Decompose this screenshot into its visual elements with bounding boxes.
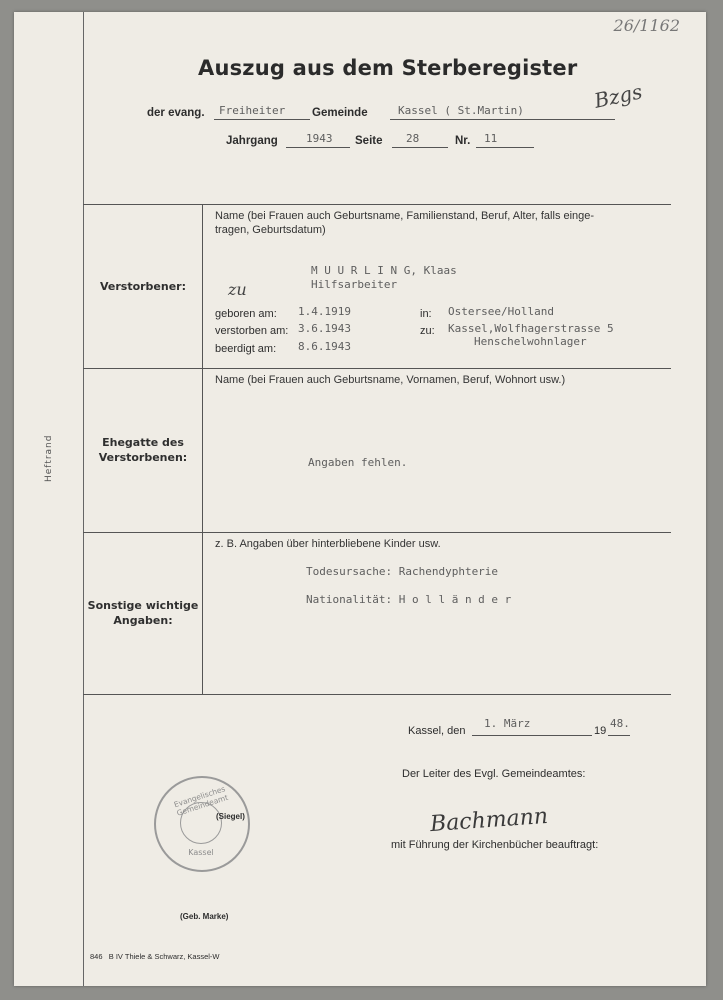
printer-line: 846 B IV Thiele & Schwarz, Kassel-W <box>90 952 220 961</box>
died-place-label: zu: <box>420 325 435 337</box>
buried-label: beerdigt am: <box>215 343 277 355</box>
seal-text-top: Evangelisches Gemeindeamt <box>172 784 230 818</box>
binding-margin-line <box>83 12 84 986</box>
gemeinde-label: Gemeinde <box>312 107 368 119</box>
born-place-label: in: <box>420 308 432 320</box>
gebuehr-label: (Geb. Marke) <box>180 912 229 921</box>
other-label-line2: Angaben: <box>113 614 173 627</box>
seite-label: Seite <box>355 135 383 147</box>
died-place: Kassel,Wolfhagerstrasse 5 <box>448 322 614 335</box>
nr-value: 11 <box>484 132 498 145</box>
other-instruction: z. B. Angaben über hinterbliebene Kinder usw. <box>215 538 441 550</box>
community-type-underline <box>214 119 310 120</box>
died-place-2: Henschelwohnlager <box>474 335 587 348</box>
date-value: 1. März <box>484 717 531 730</box>
spouse-label-line1: Ehegatte des <box>102 436 184 449</box>
nr-label: Nr. <box>455 135 471 147</box>
seal-text-bottom: Kassel <box>188 848 214 857</box>
table-bottom-line <box>83 694 671 695</box>
table-row2-line <box>83 532 671 533</box>
spouse-value: Angaben fehlen. <box>308 456 408 469</box>
spouse-label-line2: Verstorbenen: <box>98 451 188 464</box>
table-row1-line <box>83 368 671 369</box>
gemeinde-underline <box>390 119 615 120</box>
leader-line: Der Leiter des Evgl. Gemeindeamtes: <box>402 768 586 780</box>
other-label-line1: Sonstige wichtige <box>87 599 199 612</box>
table-top-line <box>83 204 671 205</box>
nationality: Nationalität: H o l l ä n d e r <box>306 593 512 606</box>
seite-value: 28 <box>406 132 420 145</box>
page-title: Auszug aus dem Sterberegister <box>198 56 578 80</box>
date-underline <box>472 735 592 736</box>
seite-underline <box>392 147 448 148</box>
nr-underline <box>476 147 534 148</box>
community-type-value: Freiheiter <box>219 104 286 117</box>
siegel-label: (Siegel) <box>216 812 245 821</box>
heftrand-label: Heftrand <box>44 434 54 482</box>
buried-date: 8.6.1943 <box>298 340 351 353</box>
died-label: verstorben am: <box>215 325 289 337</box>
handwritten-mark: Bzgs <box>592 79 645 113</box>
jahrgang-underline <box>286 147 350 148</box>
signature: Bachmann <box>429 803 549 838</box>
cause-of-death: Todesursache: Rachendyphterie <box>306 565 499 578</box>
archive-number: 26/1162 <box>613 16 680 35</box>
jahrgang-label: Jahrgang <box>226 135 278 147</box>
place-label: Kassel, den <box>408 725 466 737</box>
born-label: geboren am: <box>215 308 277 320</box>
deceased-name: M U U R L I N G, Klaas <box>311 264 457 277</box>
born-date: 1.4.1919 <box>298 305 351 318</box>
deceased-instruction-line2: tragen, Geburtsdatum) <box>215 224 326 236</box>
deceased-instruction-line1: Name (bei Frauen auch Geburtsname, Familienstand, Beruf, Alter, falls einge- <box>215 210 595 222</box>
year-underline <box>608 735 630 736</box>
gemeinde-value: Kassel ( St.Martin) <box>398 104 524 117</box>
died-date: 3.6.1943 <box>298 322 351 335</box>
document-page <box>14 12 706 986</box>
table-column-divider <box>202 204 203 695</box>
margin-mark: zu <box>228 280 247 299</box>
year-prefix: 19 <box>594 725 607 737</box>
deceased-occupation: Hilfsarbeiter <box>311 278 398 291</box>
spouse-instruction: Name (bei Frauen auch Geburtsname, Vornamen, Beruf, Wohnort usw.) <box>215 374 566 386</box>
der-evang-label: der evang. <box>147 107 205 119</box>
commission-line: mit Führung der Kirchenbücher beauftragt: <box>391 839 599 851</box>
jahrgang-value: 1943 <box>306 132 333 145</box>
deceased-label: Verstorbener: <box>99 280 187 293</box>
born-place: Ostersee/Holland <box>448 305 554 318</box>
year-suffix: 48. <box>610 717 630 730</box>
